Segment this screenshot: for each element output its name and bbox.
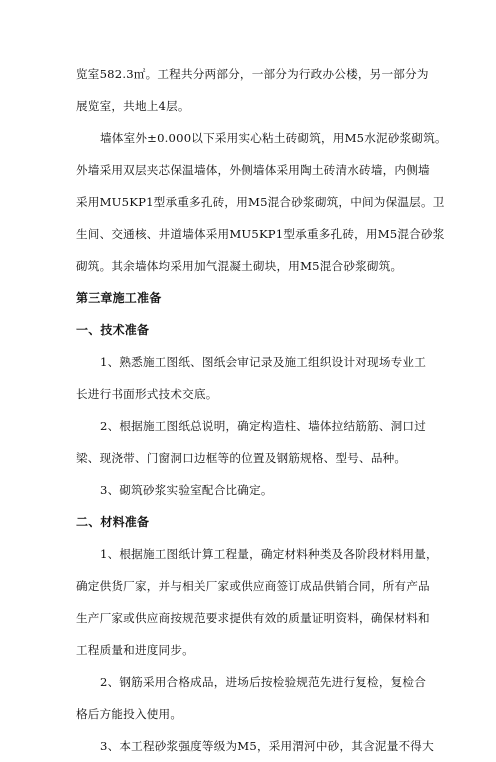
text-line-16: 1、根据施工图纸计算工程量，确定材料种类及各阶段材料用量， xyxy=(100,547,438,561)
text-line-21: 格后方能投入使用。 xyxy=(76,707,183,721)
text-line-7: 砌筑。其余墙体均采用加气混凝土砌块，用M5混合砂浆砌筑。 xyxy=(76,259,403,273)
text-line-3: 墙体室外±0.000以下采用实心粘土砖砌筑，用M5水泥砂浆砌筑。 xyxy=(100,131,447,145)
text-line-4: 外墙采用双层夹芯保温墙体，外侧墙体采用陶土砖清水砖墙，内侧墙 xyxy=(76,163,430,177)
text-line-1: 览室582.3㎡。工程共分两部分，一部分为行政办公楼，另一部分为 xyxy=(76,67,429,81)
section-heading-technical: 一、技术准备 xyxy=(76,323,150,337)
text-line-17: 确定供货厂家，并与相关厂家或供应商签订成品供销合同，所有产品 xyxy=(76,579,430,593)
text-line-18: 生产厂家或供应商按规范要求提供有效的质量证明资料，确保材料和 xyxy=(76,611,430,625)
text-line-5: 采用MU5KP1型承重多孔砖，用M5混合砂浆砌筑，中间为保温层。卫 xyxy=(76,195,445,209)
text-line-11: 长进行书面形式技术交底。 xyxy=(76,387,218,401)
text-line-20: 2、钢筋采用合格成品，进场后按检验规范先进行复检，复检合 xyxy=(100,675,427,689)
text-line-13: 梁、现浇带、门窗洞口边框等的位置及钢筋规格、型号、品种。 xyxy=(76,451,407,465)
text-line-14: 3、砌筑砂浆实验室配合比确定。 xyxy=(100,483,273,497)
text-line-19: 工程质量和进度同步。 xyxy=(76,643,194,657)
text-line-22: 3、本工程砂浆强度等级为M5，采用渭河中砂，其含泥量不得大 xyxy=(100,739,434,753)
text-line-12: 2、根据施工图纸总说明，确定构造柱、墙体拉结筋筋、洞口过 xyxy=(100,419,427,433)
text-line-2: 展览室，共地上4层。 xyxy=(76,99,190,113)
chapter-heading: 第三章施工准备 xyxy=(76,291,162,305)
text-line-10: 1、熟悉施工图纸、图纸会审记录及施工组织设计对现场专业工 xyxy=(100,355,427,369)
text-line-6: 生间、交通核、井道墙体采用MU5KP1型承重多孔砖，用M5混合砂浆 xyxy=(76,227,445,241)
section-heading-materials: 二、材料准备 xyxy=(76,515,150,529)
